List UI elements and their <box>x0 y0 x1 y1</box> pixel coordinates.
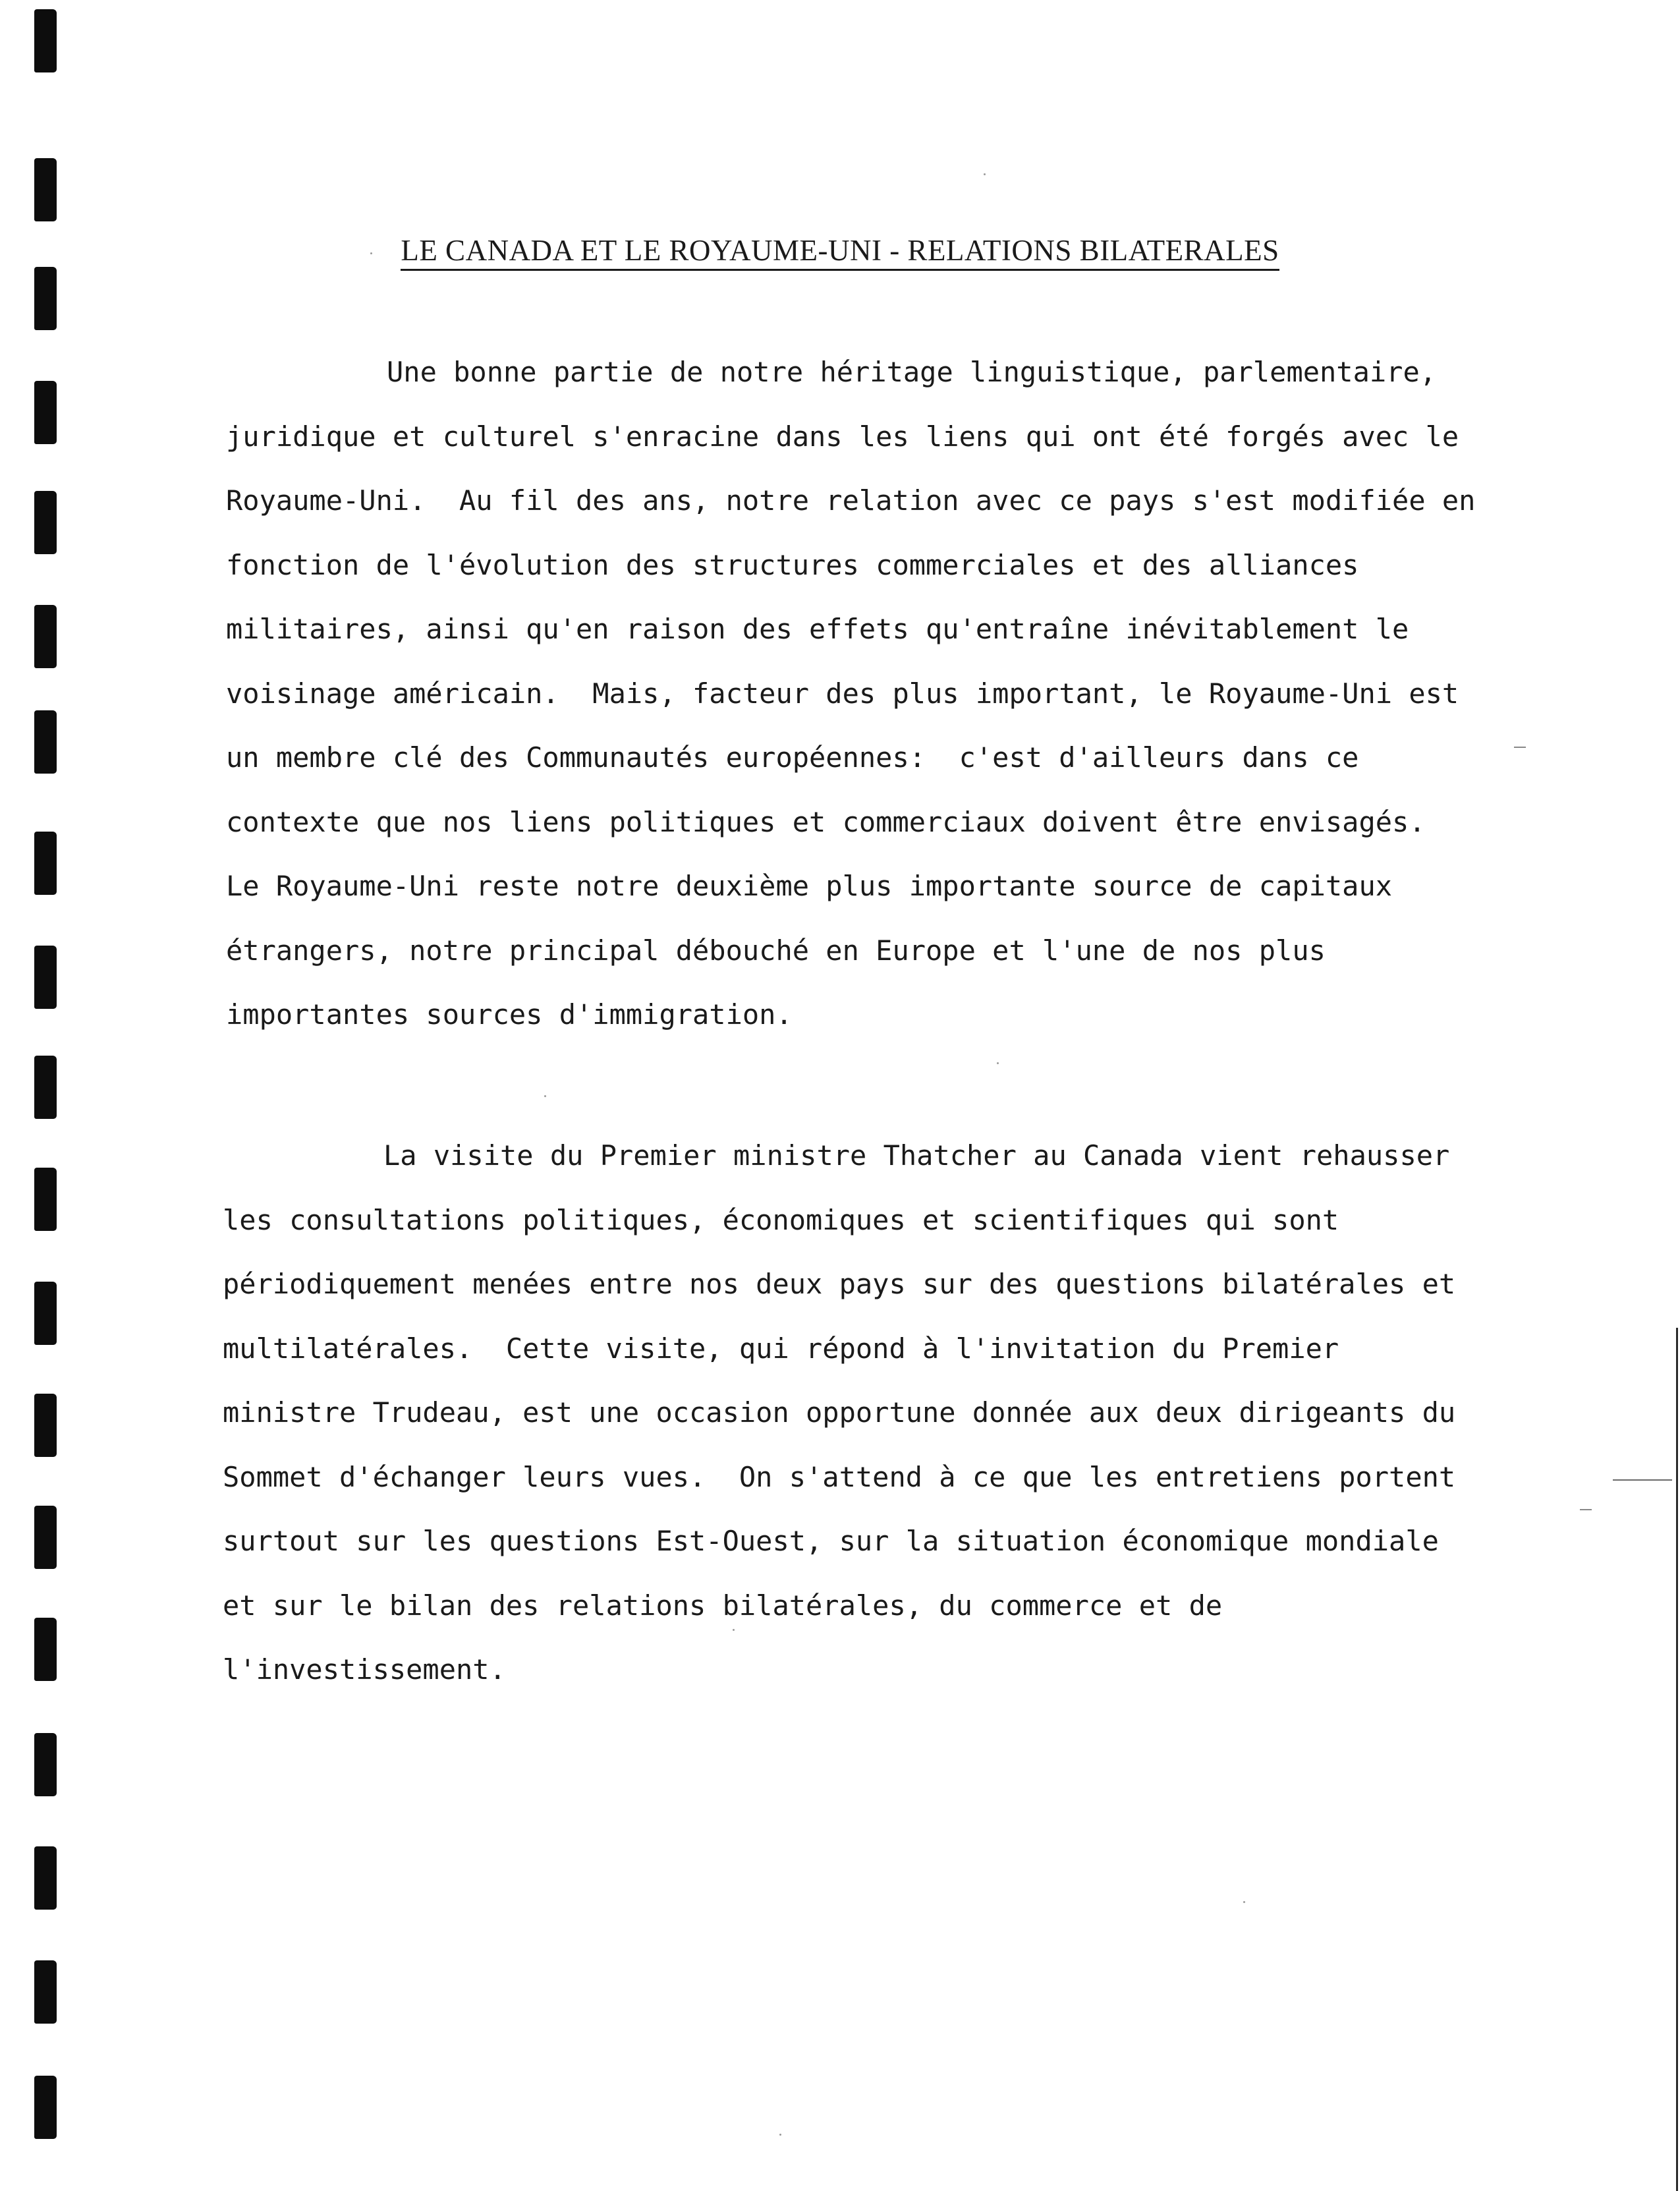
paragraph-line: un membre clé des Communautés européennes: c'est d'ailleurs dans ce <box>226 741 1359 774</box>
scan-edge-tick <box>1580 1509 1592 1510</box>
paragraph-line: juridique et culturel s'enracine dans les liens qui ont été forgés avec le <box>226 420 1459 453</box>
paragraph-line: multilatérales. Cette visite, qui répond à l'invitation du Premier <box>223 1332 1339 1365</box>
document-title <box>0 232 1680 269</box>
binding-hole-mark <box>34 832 57 895</box>
binding-hole-mark <box>34 9 57 72</box>
paragraph-line: Royaume-Uni. Au fil des ans, notre relation avec ce pays s'est modifiée en <box>226 484 1476 517</box>
scan-edge-dash <box>1613 1479 1672 1481</box>
binding-hole-mark <box>34 1506 57 1569</box>
binding-hole-mark <box>34 381 57 444</box>
binding-hole-mark <box>34 1733 57 1796</box>
paragraph-line: surtout sur les questions Est-Ouest, sur la situation économique mondiale <box>223 1525 1439 1557</box>
paragraph-line: ministre Trudeau, est une occasion opportune donnée aux deux dirigeants du <box>223 1396 1456 1429</box>
binding-hole-mark <box>34 2076 57 2139</box>
binding-hole-mark <box>34 710 57 774</box>
paragraph-line: Sommet d'échanger leurs vues. On s'attend à ce que les entretiens portent <box>223 1460 1456 1493</box>
paragraph-line: importantes sources d'immigration. <box>226 998 793 1031</box>
paragraph-line: périodiquement menées entre nos deux pays sur des questions bilatérales et <box>223 1268 1456 1300</box>
binding-hole-mark <box>34 1618 57 1681</box>
binding-hole-mark <box>34 158 57 221</box>
paragraph-line: étrangers, notre principal débouché en Europe et l'une de nos plus <box>226 934 1326 967</box>
paragraph <box>226 340 1544 1047</box>
scan-speck <box>1243 1901 1245 1903</box>
scan-speck <box>544 1095 546 1097</box>
binding-hole-mark <box>34 1846 57 1910</box>
paragraph-line: voisinage américain. Mais, facteur des plus important, le Royaume-Uni est <box>226 677 1459 710</box>
paragraph-line: La visite du Premier ministre Thatcher au Canada vient rehausser <box>383 1139 1450 1172</box>
binding-hole-mark <box>34 491 57 554</box>
paragraph-line: les consultations politiques, économiques et scientifiques qui sont <box>223 1203 1339 1236</box>
paragraph-line: fonction de l'évolution des structures commerciales et des alliances <box>226 548 1359 581</box>
scan-speck <box>984 173 986 175</box>
document-title-text: LE CANADA ET LE ROYAUME-UNI - RELATIONS BILATERALES <box>401 234 1279 271</box>
scan-speck <box>779 2134 781 2136</box>
paragraph-line: militaires, ainsi qu'en raison des effets qu'entraîne inévitablement le <box>226 613 1409 645</box>
paragraph-line: Une bonne partie de notre héritage linguistique, parlementaire, <box>387 356 1437 388</box>
binding-hole-mark <box>34 605 57 668</box>
binding-hole-mark <box>34 1960 57 2024</box>
paragraph <box>223 1124 1540 1702</box>
binding-hole-mark <box>34 946 57 1009</box>
paragraph-line: contexte que nos liens politiques et commerciaux doivent être envisagés. <box>226 805 1426 838</box>
binding-hole-mark <box>34 1056 57 1119</box>
binding-hole-mark <box>34 1282 57 1345</box>
binding-hole-mark <box>34 1168 57 1231</box>
paragraph-line: l'investissement. <box>223 1653 506 1686</box>
scan-speck <box>997 1062 999 1064</box>
binding-hole-mark <box>34 1394 57 1457</box>
paragraph-line: Le Royaume-Uni reste notre deuxième plus importante source de capitaux <box>226 870 1393 902</box>
binding-hole-mark <box>34 267 57 330</box>
paragraph-line: et sur le bilan des relations bilatérales, du commerce et de <box>223 1589 1223 1622</box>
scan-edge-line <box>1676 1328 1678 2191</box>
